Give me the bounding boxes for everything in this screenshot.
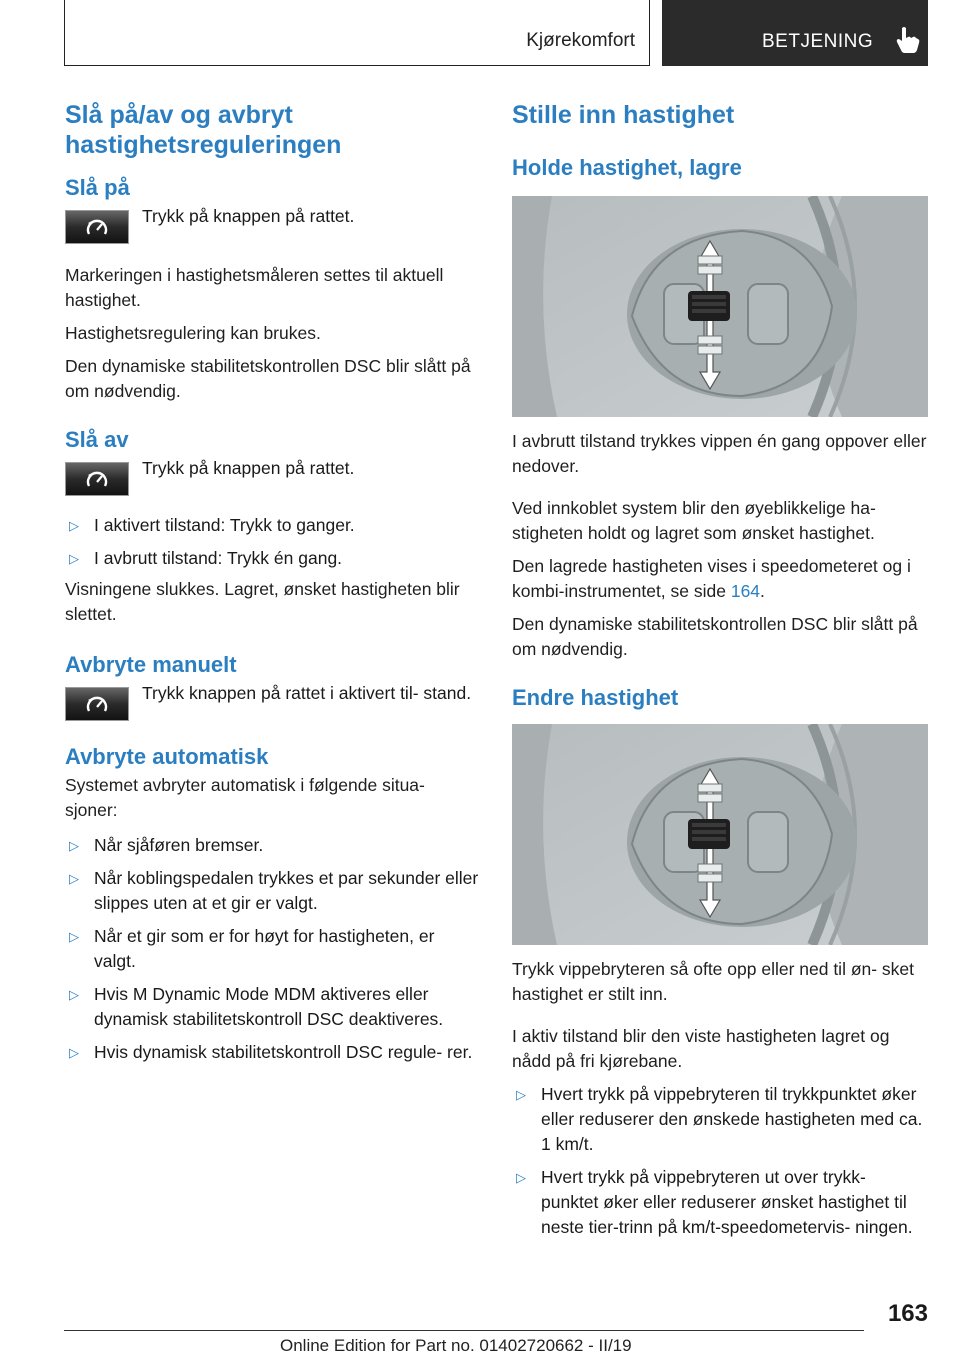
- hold-speed-paragraph-1: I avbrutt tilstand trykkes vippen én gang oppover eller nedover.: [512, 431, 927, 476]
- turn-off-instruction: [65, 456, 480, 496]
- heading-cancel-auto: Avbryte automatisk: [65, 744, 269, 769]
- bullet-triangle-icon: ▷: [516, 1170, 526, 1185]
- heading-change-speed: Endre hastighet: [512, 685, 679, 710]
- steering-wheel-rocker-image: [512, 724, 928, 945]
- right-column: [512, 100, 928, 1240]
- turn-off-icon-text: Trykk på knappen på rattet.: [142, 458, 355, 478]
- footer-edition: Online Edition for Part no. 01402720662 - II/19: [280, 1336, 632, 1355]
- hold-speed-paragraph-3: Den lagrede hastigheten vises i speedometeret og i kombi-instrumentet, se side 164.: [512, 556, 911, 601]
- list-item: ▷ Hvert trykk på vippebryteren ut over trykk‐ punktet øker eller reduserer ønsket hastighet til neste tier-trinn på km/t-speedometervis‐ ningen.: [516, 1167, 913, 1237]
- cancel-manual-instruction: [65, 681, 480, 721]
- turn-off-paragraph: Visningene slukkes. Lagret, ønsket hastigheten blir slettet.: [65, 579, 460, 624]
- header-section-title: Kjørekomfort: [526, 30, 635, 51]
- list-item: ▷ Hvis dynamisk stabilitetskontroll DSC regule‐ rer.: [65, 1040, 480, 1065]
- list-item: ▷ Når sjåføren bremser.: [65, 833, 480, 858]
- heading-cancel-manual: Avbryte manuelt: [65, 652, 237, 677]
- bullet-triangle-icon: ▷: [69, 1045, 79, 1060]
- turn-on-icon-text: Trykk på knappen på rattet.: [142, 206, 355, 226]
- bullet-triangle-icon: ▷: [69, 518, 79, 533]
- page-title-right: Stille inn hastighet: [512, 101, 735, 129]
- cruise-control-button-icon: [65, 210, 129, 244]
- list-item: ▷ Hvis M Dynamic Mode MDM aktiveres eller dynamisk stabilitetskontroll DSC deaktiveres.: [69, 984, 444, 1029]
- change-speed-paragraph-1: Trykk vippebryteren så ofte opp eller ned til øn‐ sket hastighet er stilt inn.: [512, 959, 915, 1004]
- cancel-manual-icon-text: Trykk knappen på rattet i aktivert til‐ stand.: [142, 683, 472, 703]
- bullet-triangle-icon: ▷: [69, 987, 79, 1002]
- page-title-left: Slå på/av og avbryt hastighetsreguleringen: [65, 101, 342, 159]
- list-item: ▷ Når et gir som er for høyt for hastigheten, er valgt.: [69, 926, 435, 971]
- left-column: [65, 100, 480, 1065]
- page-number: 163: [887, 1300, 928, 1327]
- steering-wheel-rocker-image: [512, 196, 928, 417]
- heading-turn-off: Slå av: [65, 427, 129, 452]
- hold-speed-paragraph-4: Den dynamiske stabilitetskontrollen DSC blir slått på om nødvendig.: [512, 614, 918, 659]
- cruise-control-button-icon: [65, 687, 129, 721]
- footer-divider: [64, 1330, 864, 1331]
- bullet-triangle-icon: ▷: [69, 871, 79, 886]
- bullet-triangle-icon: ▷: [69, 838, 79, 853]
- list-item: ▷ I avbrutt tilstand: Trykk én gang.: [65, 546, 480, 571]
- list-item: ▷ Hvert trykk på vippebryteren til trykkpunktet øker eller reduserer den ønskede hastigheten med ca. 1 km/t.: [516, 1084, 923, 1154]
- heading-hold-speed: Holde hastighet, lagre: [512, 155, 742, 180]
- turn-on-paragraph-2: Hastighetsregulering kan brukes.: [65, 323, 321, 343]
- header-section-box: [64, 0, 650, 66]
- turn-on-paragraph-3: Den dynamiske stabilitetskontrollen DSC blir slått på om nødvendig.: [65, 356, 471, 401]
- hand-pointer-icon: [894, 26, 920, 54]
- list-item: ▷ I aktivert tilstand: Trykk to ganger.: [65, 513, 480, 538]
- page-reference-link[interactable]: 164: [730, 581, 761, 601]
- list-item: ▷ Når koblingspedalen trykkes et par sekunder eller slippes uten at et gir er valgt.: [69, 868, 479, 913]
- turn-on-paragraph-1: Markeringen i hastighetsmåleren settes til aktuell hastighet.: [65, 265, 444, 310]
- cruise-control-button-icon: [65, 462, 129, 496]
- bullet-triangle-icon: ▷: [69, 551, 79, 566]
- header-chapter-title: BETJENING: [762, 31, 874, 52]
- turn-on-instruction: [65, 204, 480, 244]
- bullet-triangle-icon: ▷: [69, 929, 79, 944]
- hold-speed-paragraph-2: Ved innkoblet system blir den øyeblikkelige ha‐ stigheten holdt og lagret som ønsket hastighet.: [512, 498, 876, 543]
- change-speed-paragraph-2: I aktiv tilstand blir den viste hastigheten lagret og nådd på fri kjørebane.: [512, 1026, 890, 1071]
- cancel-auto-paragraph: Systemet avbryter automatisk i følgende situa‐ sjoner:: [65, 775, 425, 820]
- bullet-triangle-icon: ▷: [516, 1087, 526, 1102]
- heading-turn-on: Slå på: [65, 175, 130, 200]
- header-chapter-box: [662, 0, 928, 66]
